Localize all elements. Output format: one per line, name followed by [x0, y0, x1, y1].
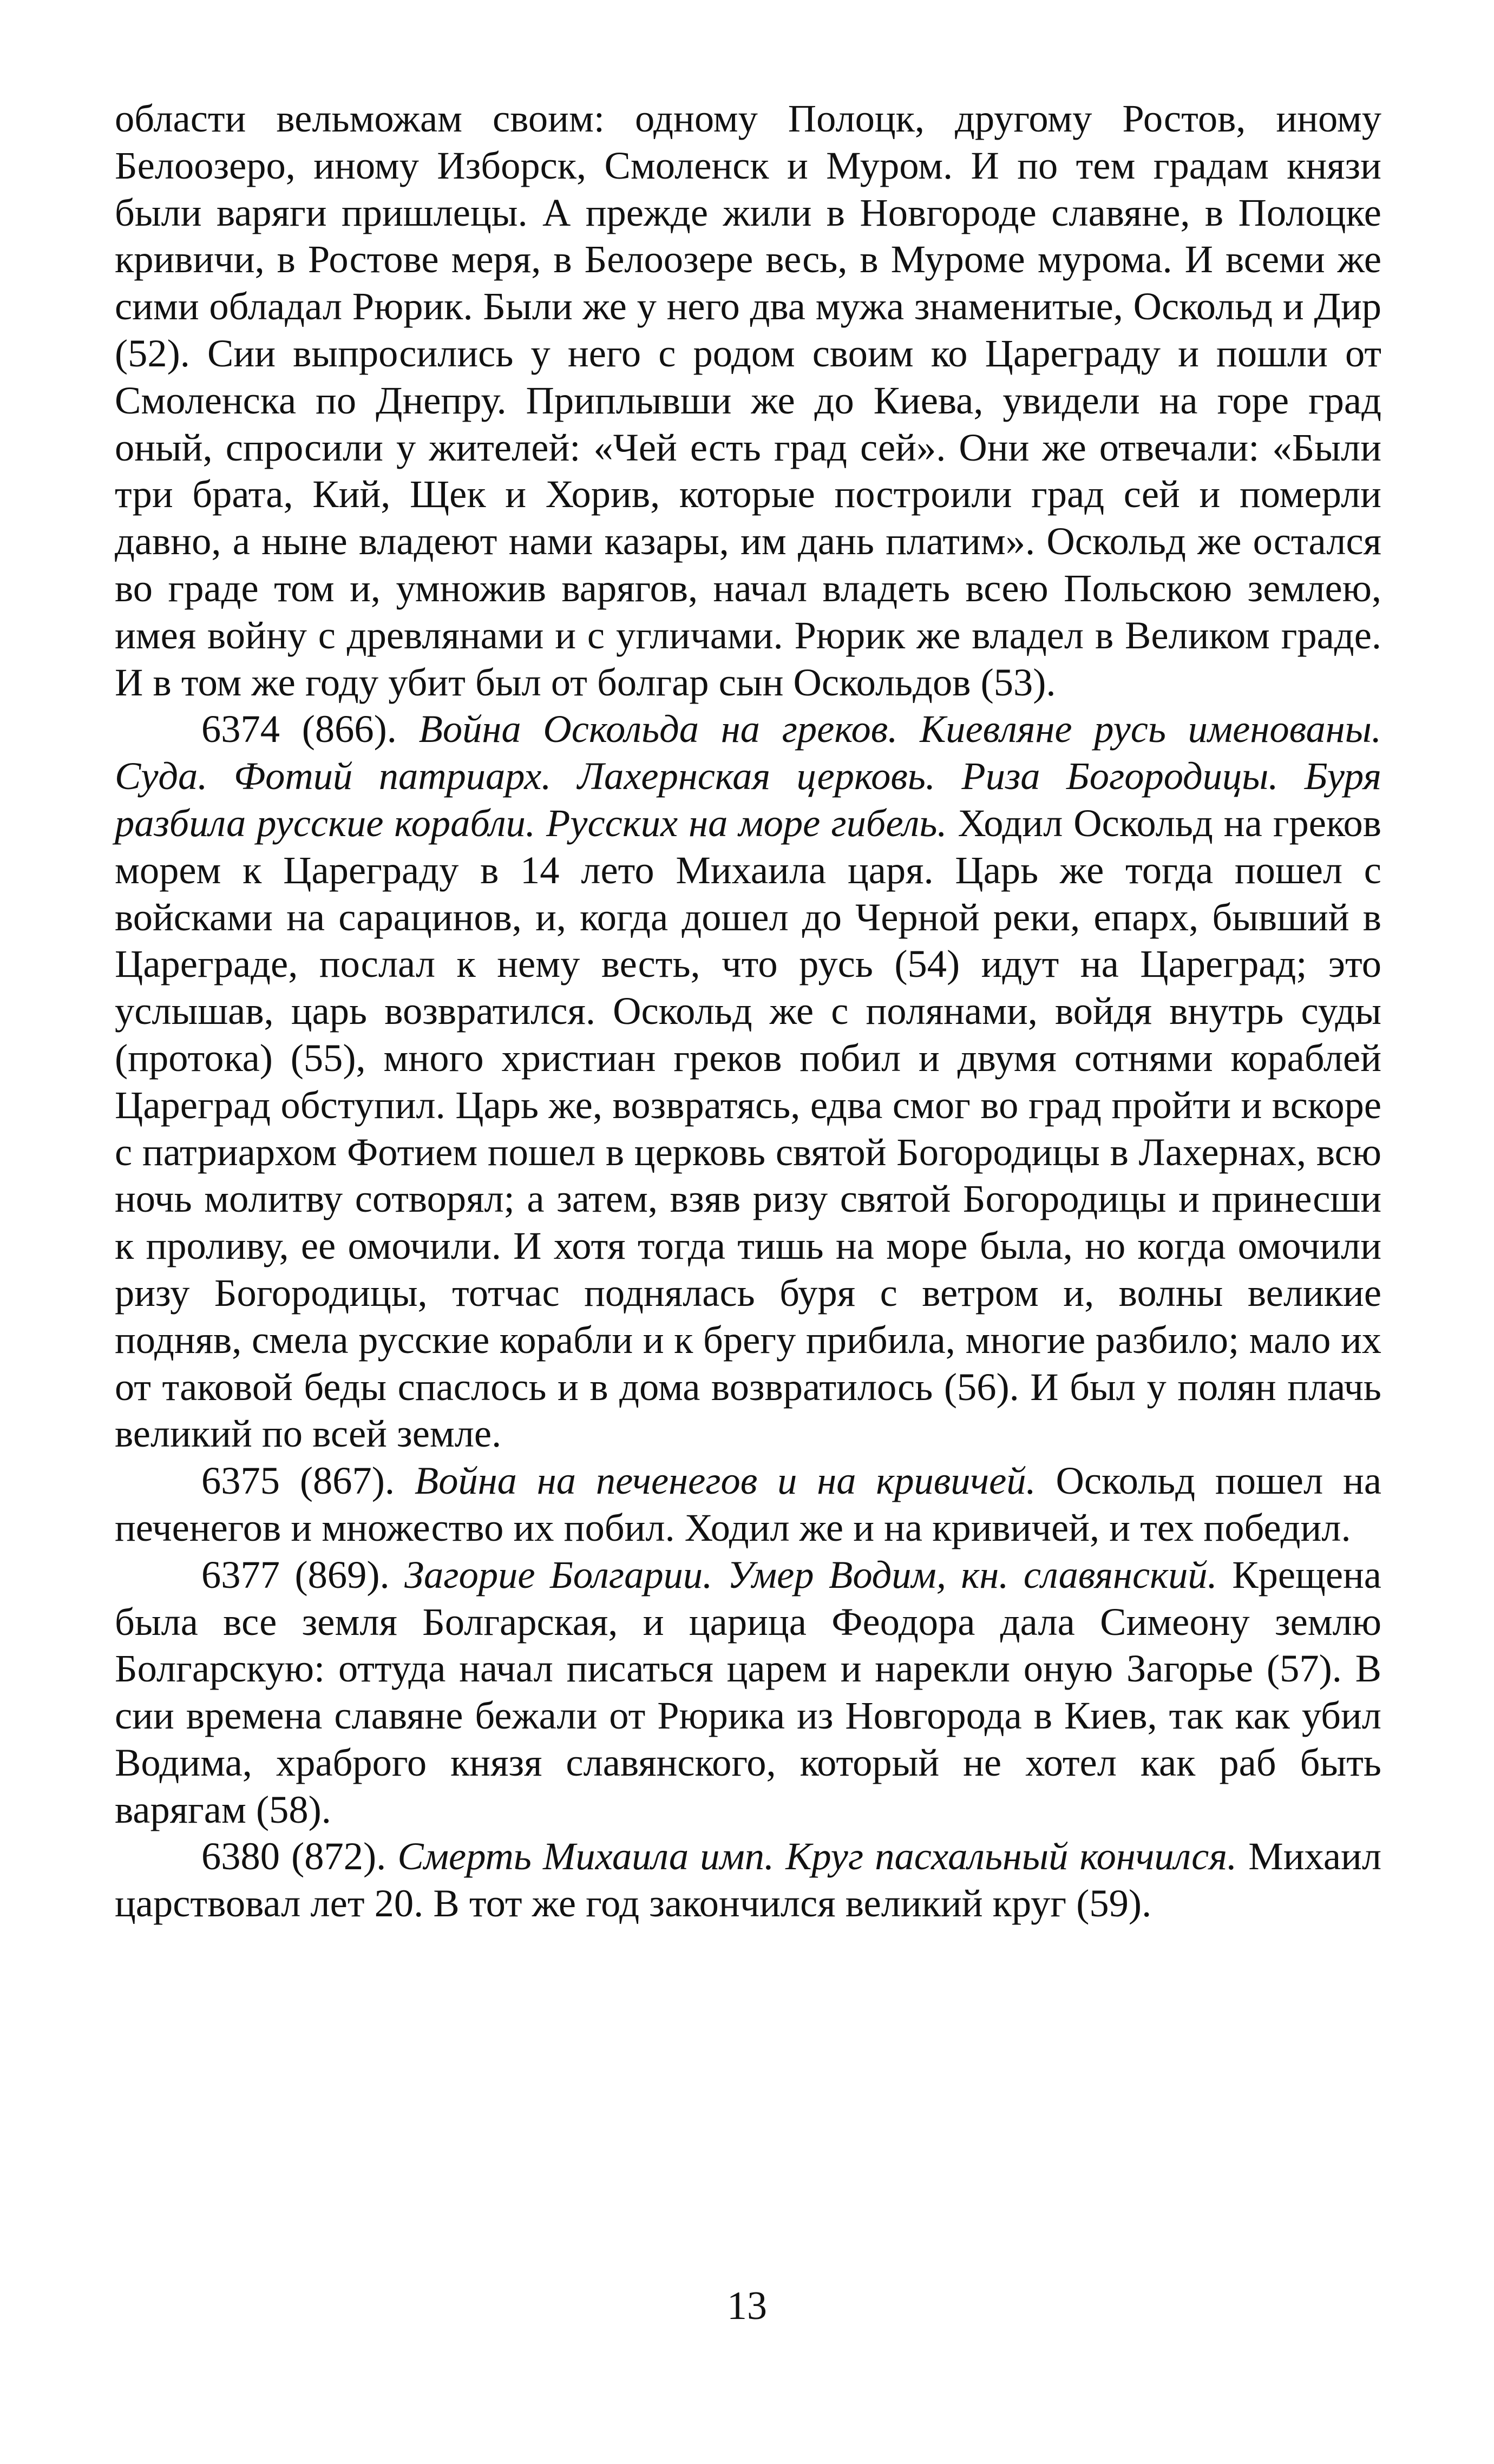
entry-heading: Война на печенегов и на кривичей. [414, 1458, 1036, 1503]
entry-6375 [115, 1457, 1381, 1552]
entry-body: Оскольд пошел на печенегов и множество их побил. Ходил же и на кривичей, и тех победил. [115, 1458, 1381, 1549]
entry-6377 [115, 1552, 1381, 1834]
entry-6374 [115, 706, 1381, 1457]
entry-body: Крещена была все земля Болгарская, и царица Феодора дала Симеону землю Болгарскую: оттуда начал писаться царем и нарекли оную Загорье (57). В сии времена славяне бежали от Рюрика из Новгорода в Киев, так как убил Водима, храброго князя славянского, который не хотел как раб быть варягам (58). [115, 1552, 1381, 1831]
entry-6380 [115, 1833, 1381, 1927]
entry-year: 6380 (872). [201, 1834, 386, 1878]
entry-heading: Война Оскольда на греков. Киевляне русь именованы. Суда. Фотий патриарх. Лахернская церковь. Риза Богородицы. Буря разбила русские корабли. Русских на море гибель. [115, 707, 1381, 845]
page-number: 13 [727, 2284, 767, 2328]
entry-heading: Смерть Михаила имп. Круг пасхальный кончился. [397, 1834, 1237, 1878]
entry-year: 6374 (866). [201, 707, 397, 751]
entry-year: 6377 (869). [201, 1552, 390, 1596]
entry-body: Михаил царствовал лет 20. В тот же год закончился великий круг (59). [115, 1834, 1382, 1926]
continuation-paragraph: области вельможам своим: одному Полоцк, другому Ростов, иному Белоозеро, иному Изборск, Смоленск и Муром. И по тем градам князи были варяги пришлецы. А прежде жили в Новгороде славяне, в Полоцке кривичи, в Ростове меря, в Белоозере весь, в Муроме мурома. И всеми же сими обладал Рюрик. Были же у него два мужа знаменитые, Оскольд и Дир (52). Сии выпросились у него с родом своим ко Цареграду и пошли от Смоленска по Днепру. Приплывши же до Киева, увидели на горе град оный, спросили у жителей: «Чей есть град сей». Они же отвечали: «Были три брата, Кий, Щек и Хорив, которые построили град сей и померли давно, а ныне владеют нами казары, им дань платим». Оскольд же остался во граде том и, умножив варягов, начал владеть всею Польскою землею, имея войну с древлянами и с угличами. Рюрик же владел в Великом граде. И в том же году убит был от болгар сын Оскольдов (53). [115, 96, 1381, 704]
entry-body: Ходил Оскольд на греков морем к Цареграду в 14 лето Михаила царя. Царь же тогда пошел с войсками на сарацинов, и, когда дошел до Черной реки, епарх, бывший в Цареграде, послал к нему весть, что русь (54) идут на Цареград; это услышав, царь возвратился. Оскольд же с полянами, войдя внутрь суды (протока) (55), много христиан греков побил и двумя сотнями кораблей Цареград обступил. Царь же, возвратясь, едва смог во град пройти и вскоре с патриархом Фотием пошел в церковь святой Богородицы в Лахернах, всю ночь молитву сотворял; а затем, взяв ризу святой Богородицы и принесши к проливу, ее омочили. И хотя тогда тишь на море была, но когда омочили ризу Богородицы, тотчас поднялась буря с ветром и, волны великие подняв, смела русские корабли и к брегу прибила, многие разбило; мало их от таковой беды спаслось и в дома возвратилось (56). И был у полян плачь великий по всей земле. [115, 800, 1381, 1456]
entry-heading: Загорие Болгарии. Умер Водим, кн. славянский. [404, 1552, 1217, 1596]
entry-year: 6375 (867). [201, 1458, 395, 1503]
page-text [115, 95, 1381, 1927]
